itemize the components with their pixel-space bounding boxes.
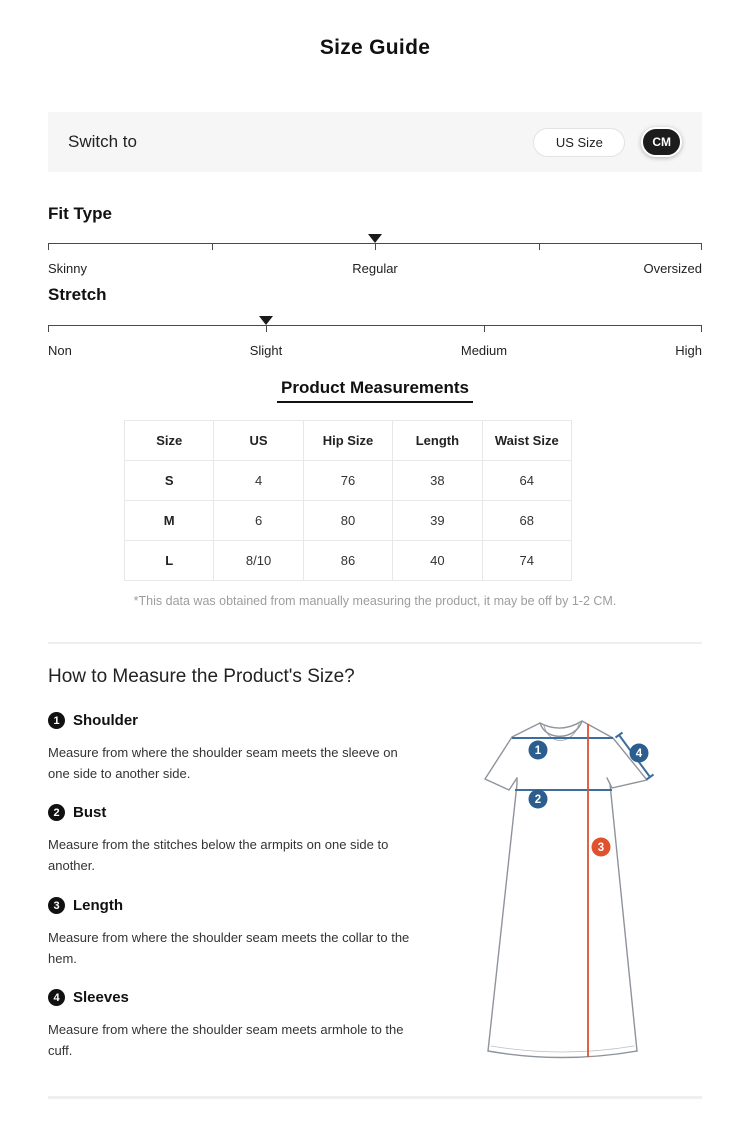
section-divider	[48, 642, 702, 644]
cell: 64	[482, 461, 571, 501]
fit-type-heading: Fit Type	[48, 204, 112, 223]
howto-desc-bust: Measure from the stitches below the armpits on one side to another.	[48, 837, 389, 873]
stretch-label-medium: Medium	[460, 343, 508, 358]
cell: 38	[393, 461, 482, 501]
stretch-slider	[48, 325, 702, 326]
stretch-label-slight: Slight	[249, 343, 283, 358]
cell: 80	[303, 501, 392, 541]
howto-name-sleeves: Sleeves	[73, 989, 129, 1006]
fit-type-slider-line	[48, 243, 702, 244]
tick	[701, 243, 702, 250]
cell: 40	[393, 541, 482, 581]
howto-item-sleeves	[48, 989, 428, 1061]
fit-type-label-skinny: Skinny	[48, 261, 88, 276]
marker-2-number: 2	[534, 794, 542, 806]
howto-desc-length: Measure from where the shoulder seam meets the collar to the hem.	[48, 930, 410, 966]
fit-type-label-regular: Regular	[352, 261, 398, 276]
howto-item-shoulder	[48, 712, 428, 784]
cell: S	[125, 461, 214, 501]
dress-outline	[485, 721, 647, 1058]
howto-desc-shoulder: Measure from where the shoulder seam meets the sleeve on one side to another side.	[48, 745, 398, 781]
bottom-divider	[48, 1096, 702, 1099]
fit-type-slider	[48, 243, 702, 244]
table-header-row	[125, 421, 572, 461]
number-2-badge: 2	[48, 804, 65, 821]
howto-head	[48, 804, 428, 821]
unit-bar-actions	[533, 127, 682, 157]
howto-head	[48, 897, 428, 914]
how-to-measure-title: How to Measure the Product's Size?	[48, 666, 355, 687]
cell: 39	[393, 501, 482, 541]
howto-name-length: Length	[73, 897, 123, 914]
fit-type-label-oversized: Oversized	[643, 261, 702, 276]
table-row	[125, 501, 572, 541]
marker-1-number: 1	[534, 745, 542, 757]
cell: 86	[303, 541, 392, 581]
cell: 4	[214, 461, 303, 501]
unit-switch-bar	[48, 112, 702, 172]
cell: L	[125, 541, 214, 581]
cell: 76	[303, 461, 392, 501]
number-3-badge: 3	[48, 897, 65, 914]
howto-name-bust: Bust	[73, 804, 107, 821]
number-4-badge: 4	[48, 989, 65, 1006]
product-measurements-title: Product Measurements	[277, 378, 473, 403]
product-measurements-title-wrap	[0, 378, 750, 403]
howto-name-shoulder: Shoulder	[73, 712, 139, 729]
fit-type-marker	[368, 234, 382, 243]
howto-head	[48, 712, 428, 729]
tick	[701, 325, 702, 332]
table-row	[125, 461, 572, 501]
stretch-label-non: Non	[48, 343, 72, 358]
marker-4-number: 4	[635, 748, 643, 760]
howto-desc-sleeves: Measure from where the shoulder seam meets armhole to the cuff.	[48, 1022, 404, 1058]
fit-type-labels	[48, 261, 702, 277]
tick	[48, 325, 49, 332]
stretch-label-high: High	[675, 343, 702, 358]
tick	[539, 243, 540, 250]
howto-item-length	[48, 897, 428, 969]
cell: 8/10	[214, 541, 303, 581]
stretch-heading: Stretch	[48, 285, 107, 304]
col-length: Length	[393, 421, 482, 461]
page-title: Size Guide	[319, 36, 431, 59]
number-1-badge: 1	[48, 712, 65, 729]
col-waist-size: Waist Size	[482, 421, 571, 461]
stretch-slider-line	[48, 325, 702, 326]
col-hip-size: Hip Size	[303, 421, 392, 461]
table-row	[125, 541, 572, 581]
tick	[48, 243, 49, 250]
cell: 68	[482, 501, 571, 541]
tick	[484, 325, 485, 332]
col-us: US	[214, 421, 303, 461]
cell: 6	[214, 501, 303, 541]
tick	[266, 325, 267, 332]
cell: 74	[482, 541, 571, 581]
stretch-labels	[48, 343, 702, 359]
cell: M	[125, 501, 214, 541]
measurements-table	[124, 420, 572, 581]
howto-head	[48, 989, 428, 1006]
switch-to-label: Switch to	[68, 132, 137, 151]
howto-item-bust	[48, 804, 428, 876]
tick	[375, 243, 376, 250]
col-size: Size	[125, 421, 214, 461]
us-size-button[interactable]: US Size	[533, 128, 625, 157]
measurement-footnote: *This data was obtained from manually measuring the product, it may be off by 1-2 CM.	[133, 594, 617, 608]
tick	[212, 243, 213, 250]
marker-3-number: 3	[597, 842, 605, 854]
cm-unit-toggle[interactable]: CM	[641, 127, 682, 157]
stretch-marker	[259, 316, 273, 325]
dress-measurement-diagram	[460, 690, 700, 1070]
